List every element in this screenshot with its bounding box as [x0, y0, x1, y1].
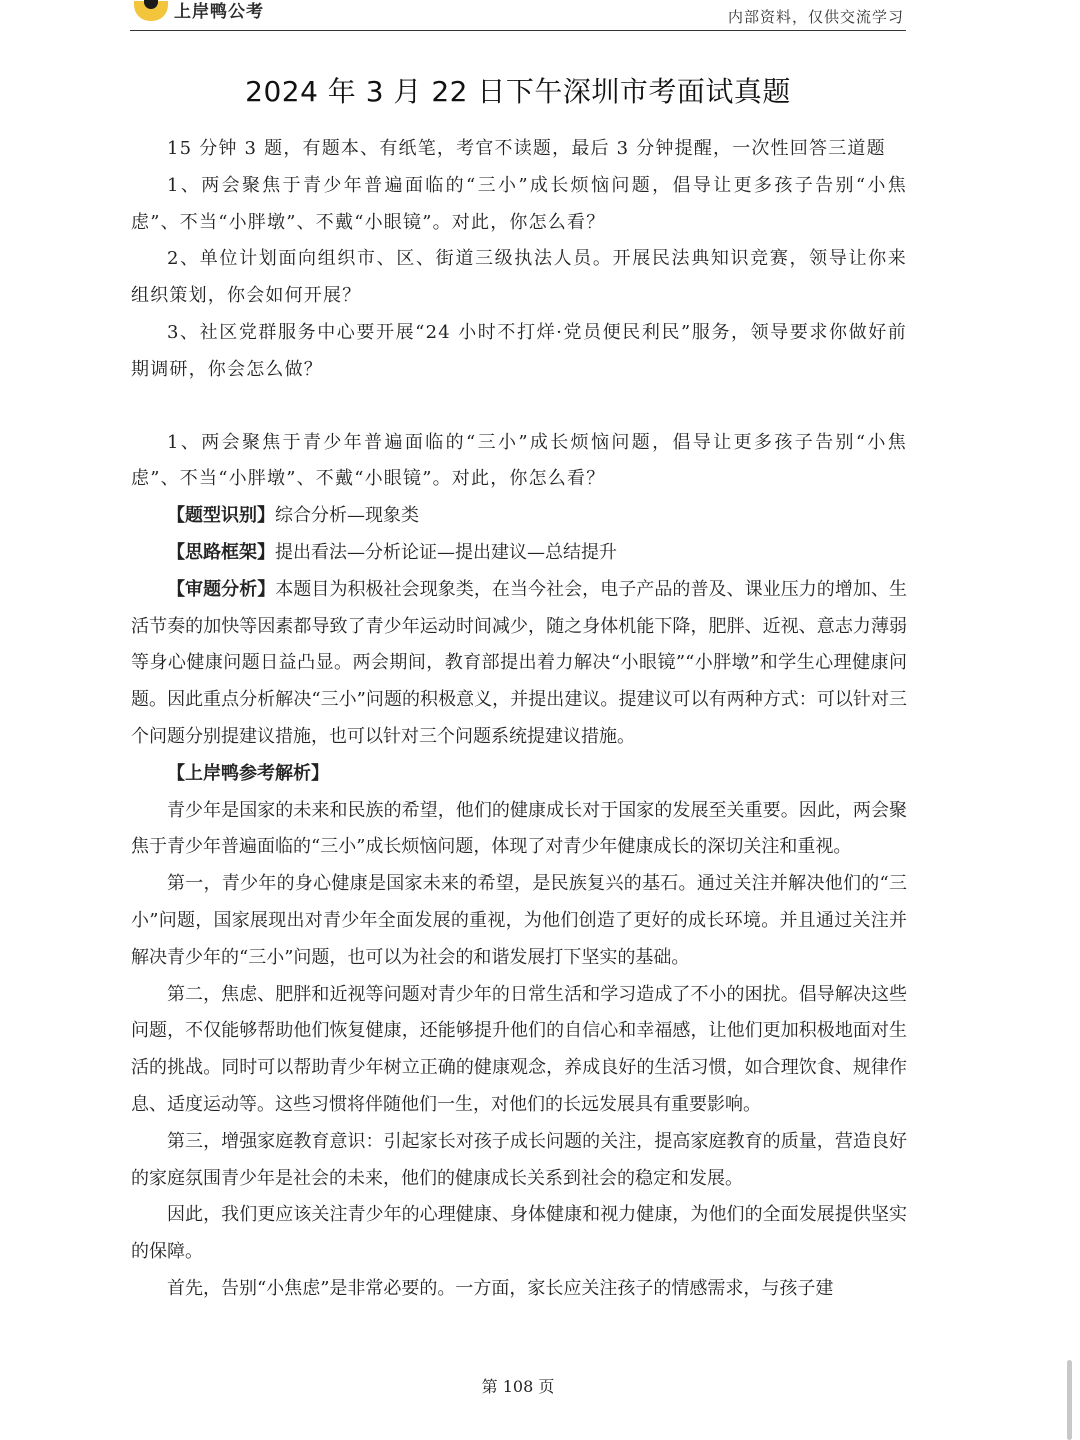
frame-text: 提出看法—分析论证—提出建议—总结提升	[275, 541, 617, 563]
reference-paragraph: 因此，我们更应该关注青少年的心理健康、身体健康和视力健康，为他们的全面发展提供坚实的保障。	[131, 1204, 907, 1263]
type-section	[131, 498, 907, 535]
reference-heading	[131, 756, 907, 793]
document-body	[131, 131, 907, 1308]
question-3: 3、社区党群服务中心要开展“24 小时不打烊·党员便民利民”服务，领导要求你做好前期调研，你会怎么做？	[131, 321, 907, 380]
type-text: 综合分析—现象类	[275, 505, 419, 527]
logo-text: 上岸鸭公考	[174, 1, 264, 22]
exam-format: 15 分钟 3 题，有题本、有纸笔，考官不读题，最后 3 分钟提醒，一次性回答三道题	[167, 138, 886, 159]
reference-tag: 【上岸鸭参考解析】	[167, 762, 329, 784]
review-text: 本题目为积极社会现象类，在当今社会，电子产品的普及、课业压力的增加、生活节奏的加快等因素都导致了青少年运动时间减少，随之身体机能下降，肥胖、近视、意志力薄弱等身心健康问题日益凸显。两会期间，教育部提出着力解决“小眼镜”“小胖墩”和学生心理健康问题。因此重点分析解决“三小”问题的积极意义，并提出建议。提建议可以有两种方式：可以针对三个问题分别提建议措施，也可以针对三个问题系统提建议措施。	[131, 578, 908, 747]
reference-paragraph: 第二，焦虑、肥胖和近视等问题对青少年的日常生活和学习造成了不小的困扰。倡导解决这些问题，不仅能够帮助他们恢复健康，还能够提升他们的自信心和幸福感，让他们更加积极地面对生活的挑战。同时可以帮助青少年树立正确的健康观念，养成良好的生活习惯，如合理饮食、规律作息、适度运动等。这些习惯将伴随他们一生，对他们的长远发展具有重要影响。	[131, 983, 907, 1115]
header-divider	[130, 30, 906, 31]
spacer	[131, 389, 907, 425]
page-number: 第 108 页	[481, 1377, 555, 1396]
reference-paragraph: 第三，增强家庭教育意识：引起家长对孩子成长问题的关注，提高家庭教育的质量，营造良好的家庭氛围青少年是社会的未来，他们的健康成长关系到社会的稳定和发展。	[131, 1130, 907, 1189]
question-1: 1、两会聚焦于青少年普遍面临的“三小”成长烦恼问题，倡导让更多孩子告别“小焦虑”、不当“小胖墩”、不戴“小眼镜”。对此，你怎么看？	[131, 174, 907, 233]
type-tag: 【题型识别】	[167, 505, 275, 527]
scrollbar[interactable]	[1067, 1360, 1072, 1440]
reference-paragraph: 首先，告别“小焦虑”是非常必要的。一方面，家长应关注孩子的情感需求，与孩子建	[167, 1277, 834, 1299]
frame-tag: 【思路框架】	[167, 541, 275, 563]
reference-paragraph: 第一，青少年的身心健康是国家未来的希望，是民族复兴的基石。通过关注并解决他们的“三小”问题，国家展现出对青少年全面发展的重视，为他们创造了更好的成长环境。并且通过关注并解决青少年的“三小”问题，也可以为社会的和谐发展打下坚实的基础。	[131, 873, 907, 968]
review-section	[131, 572, 907, 756]
page-title: 2024 年 3 月 22 日下午深圳市考面试真题	[245, 75, 791, 108]
duck-logo-icon	[134, 1, 168, 21]
header-note: 内部资料，仅供交流学习	[727, 8, 904, 26]
reference-paragraph: 青少年是国家的未来和民族的希望，他们的健康成长对于国家的发展至关重要。因此，两会聚焦于青少年普遍面临的“三小”成长烦恼问题，体现了对青少年健康成长的深切关注和重视。	[131, 799, 907, 858]
logo	[134, 0, 264, 22]
analysis-question: 1、两会聚焦于青少年普遍面临的“三小”成长烦恼问题，倡导让更多孩子告别“小焦虑”、不当“小胖墩”、不戴“小眼镜”。对此，你怎么看？	[131, 431, 907, 490]
review-tag: 【审题分析】	[167, 578, 276, 600]
frame-section	[131, 535, 907, 572]
question-2: 2、单位计划面向组织市、区、街道三级执法人员。开展民法典知识竞赛，领导让你来组织策划，你会如何开展？	[131, 248, 907, 307]
